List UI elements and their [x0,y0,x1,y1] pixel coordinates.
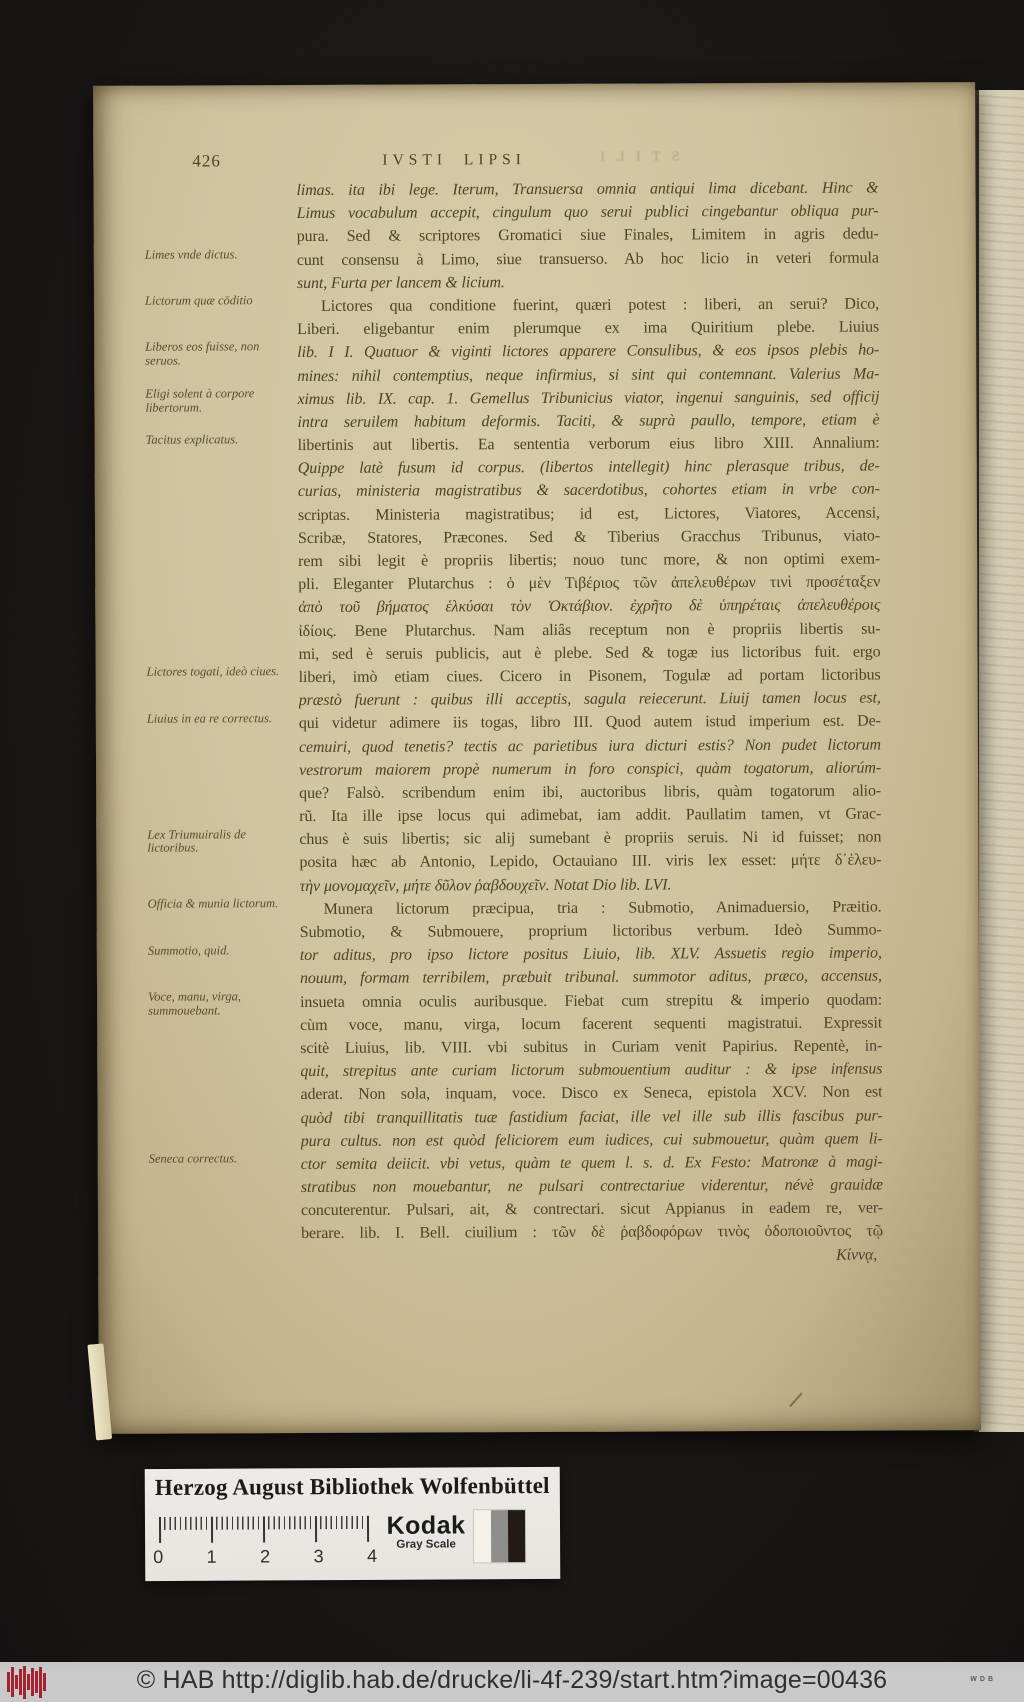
text-line: scitè Liuius, lib. VIII. vbi subitus in Curiam venit Papirius. Repentè, in- [300,1037,883,1057]
text-line: que? Falsò. scribendum enim ibi, auctoribus libris, quàm togatorum alio- [299,782,882,802]
text-line: mi, sed è seruis publicis, aut è plebe. Sed & togæ ius lictoribus fuit. ergo [298,643,881,663]
text-line: ἀπὸ τοῦ βήματος ἑλκύσαι τὸν Ὀκτάβιον. ἐχρῆτο δὲ ὑπηρέταις ἀπελευθέροις [298,596,881,617]
text-line: limas. ita ibi lege. Iterum, Transuersa omnia antiqui lima dicebant. Hinc & [296,179,879,200]
margin-note: Officia & munia lictorum. [147,896,279,911]
text-line: ctor semita deiicit. vbi vetus, quàm te quem l. s. d. Ex Festo: Matronæ à magi- [300,1153,883,1173]
margin-note: Liuius in ea re correctus. [146,710,272,726]
text-line: Submotio, & Submouere, proprium lictoribus verbum. Ideò Summo- [299,921,882,942]
text-line: vestrorum maiorem propè numerum in foro conspici, quàm togatorum, aliorúm- [299,759,882,779]
text-line: insueta omnia oculis auribusque. Fiebat cum strepitu & imperio quodam: [300,991,883,1011]
margin-note: Voce, manu, virga, summouebant. [148,989,241,1018]
text-line: scriptas. Ministeria magistratibus; id est, Lictores, Viatores, Accensi, [297,504,880,524]
text-line: nouum, formam terribilem, præbuit tribunal. summotor aditus, præco, accensus, [299,967,882,988]
margin-note: Seneca correctus. [148,1151,238,1167]
kodak-logo-text: Kodak [386,1511,466,1540]
library-label [145,1467,561,1581]
text-line: concuterentur. Pulsari, ait, & contrectari. sicut Appianus in eadem re, ver- [300,1199,884,1220]
ruler-cm-ticks [159,1516,371,1543]
ruler-numbers [153,1546,377,1568]
gray-scale-text: Gray Scale [396,1538,456,1551]
running-title: IVSTI LIPSI [382,151,526,169]
text-line: præstò fuerunt : quibus illi acceptis, sagula reiecerunt. Liuij tamen locus est, [298,689,881,710]
text-line: ximus lib. IX. cap. 1. Gemellus Tribunicius viator, ingenui sanguinis, sed officij [297,388,880,408]
footer-corner-mark: WDB [970,1676,996,1683]
margin-note: Lictores togati, ideò ciues. [146,664,280,679]
ruler-number: 3 [313,1546,324,1567]
text-line: Liberi. eligebantur enim plerumque ex ima Quiritium plebe. Liuius [297,318,880,339]
adjacent-page-fore-edge [974,90,1024,1432]
body-text [296,177,883,1269]
margin-note: Limes vnde dictus. [144,246,238,262]
text-line: Scribæ, Statores, Præcones. Sed & Tiberius Gracchus Tribunus, viato- [298,527,881,547]
text-line: berare. lib. I. Bell. ciuilium : τῶν δὲ ῥαβδοφόρων τινὸς ὁδοποιοῦντος τῷ [301,1222,884,1243]
text-line: curias, ministeria magistratibus & sacerdotibus, cohortes etiam in vrbe con- [297,480,880,501]
text-line: sunt, Furta per lancem & licium. [296,273,505,292]
text-line: stratibus non mouebantur, ne pulsari contrectariue viderentur, névè grauidæ [300,1176,883,1197]
text-line: chus è suis libertis; sic alij sumebant è propriis seruis. Ni id fuisset; non [299,828,882,849]
text-line: pura. Sed & scriptores Gromatici siue Finales, Limitem in agris dedu- [296,225,879,246]
margin-note: Lex Triumuiralis de lictoribus. [147,826,246,856]
text-line: qui videtur adimere iis togas, libro III. Quod autem istud imperium est. De- [298,712,881,733]
text-line: rem sibi legit è propriis libertis; nouo tunc more, & non optimi exem- [298,550,881,571]
margin-note: Tacitus explicatus. [145,432,239,447]
ruler-number: 2 [260,1546,271,1567]
text-line: posita hæc ab Antonio, Lepido, Octauiano III. viris lex esset: μήτε δ᾽ἐλευ- [299,851,882,872]
margin-note: Eligi solent à corpore libertorum. [145,386,255,415]
text-line: tor aditus, pro ipso lictore positus Liuio, lib. XLV. Assuetis regio imperio, [299,944,882,965]
text-line: pli. Eleganter Plutarchus : ὁ μὲν Τιβέριος τῶν ἀπελευθέρων τινὶ προσέταξεν [298,573,881,594]
ink-bleedthrough-ghost: S T I L I [596,149,680,165]
ruler-number: 1 [206,1546,217,1567]
ruler-number: 0 [153,1546,164,1568]
text-line: Quippe latè fusum id corpus. (libertos intellegit) hinc plerasque tribus, de- [297,457,880,478]
text-line: lib. I I. Quatuor & viginti lictores apparere Consulibus, & eos ipsos plebis ho- [297,341,880,362]
kodak-mark [383,1513,469,1550]
text-line: cunt consensu à Limo, siue transuerso. Ab hoc licio in veteri formula [296,249,879,269]
text-line: liberi, imò etiam ciues. Cicero in Pisonem, Togulæ ad portam lictoribus [298,666,881,686]
gray-patch-mid [491,1510,508,1562]
text-line: Limus vocabulum accepit, cingulum quo serui publici cingebantur obliqua pur- [296,202,879,223]
text-line: pura cultus. non est quòd feliciorem eum iudices, cui submouetur, quàm quem li- [300,1130,883,1150]
text-line: cemuiri, quod tenetis? tectis ac parietibus iura dicturi estis? Non pudet lictorum [298,735,881,756]
text-line: τὴν μονομαχεῖν, μήτε δῦλον ῥαβδουχεῖν. Notat Dio lib. LVI. [299,876,672,895]
book-page-scan [93,82,981,1434]
text-line: intra seruilem habitum deformis. Taciti, & suprà paullo, tempore, etiam è [297,411,880,431]
text-line: libertinis aut libertis. Ea sententia verborum eius libro XIII. Annalium: [297,434,880,455]
text-line: quit, strepitus ante curiam lictorum submouentium auditur : & ipse infensus [300,1060,883,1081]
gray-patch-white [474,1510,491,1562]
library-name: Herzog August Bibliothek Wolfenbüttel [154,1472,550,1501]
margin-note: Liberos eos fuisse, non seruos. [145,339,260,368]
margin-note: Lictorum quæ cōditio [144,293,253,308]
text-line: mines: nihil contemptius, neque infirmius, si sint qui contemnant. Valerius Ma- [297,365,880,385]
margin-note: Summotio, quid. [147,942,230,958]
text-line: Munera lictorum præcipua, tria : Submotio, Animaduersio, Præitio. [323,898,882,918]
text-line: cùm voce, manu, virga, locum facerent sequenti magistratui. Expressit [300,1014,883,1034]
page-header [192,147,878,176]
page-number: 426 [192,151,221,171]
gray-patch-dark [508,1510,525,1562]
copyright-url: © HAB http://diglib.hab.de/drucke/li-4f-239/start.htm?image=00436 [136,1666,888,1694]
underlying-page-edge [87,1343,112,1440]
text-line: aderat. Non sola, inquam, voce. Disco ex Seneca, epistola XCV. Non est [300,1083,883,1104]
text-line: Κίννᾳ, [836,1246,878,1264]
gray-scale-patches [473,1509,526,1563]
text-line: quòd tibi tranquillitatis tuæ fastidium faciat, ille vel ille sub illis fascibus pur- [300,1106,883,1127]
stray-pen-mark [789,1392,802,1407]
text-line: Lictores qua conditione fuerint, quæri potest : liberi, an serui? Dico, [320,295,880,315]
text-line: ἰδίοις. Bene Plutarchus. Nam aliâs receptum non è propriis libertis su- [298,620,881,640]
centimeter-ruler [153,1516,378,1571]
ruler-number: 4 [367,1545,378,1566]
text-line: rũ. Ita ille ipse locus qui adimebat, iam addit. Paullatim tamen, vt Grac- [299,805,882,826]
footer-bar [0,1662,1024,1702]
